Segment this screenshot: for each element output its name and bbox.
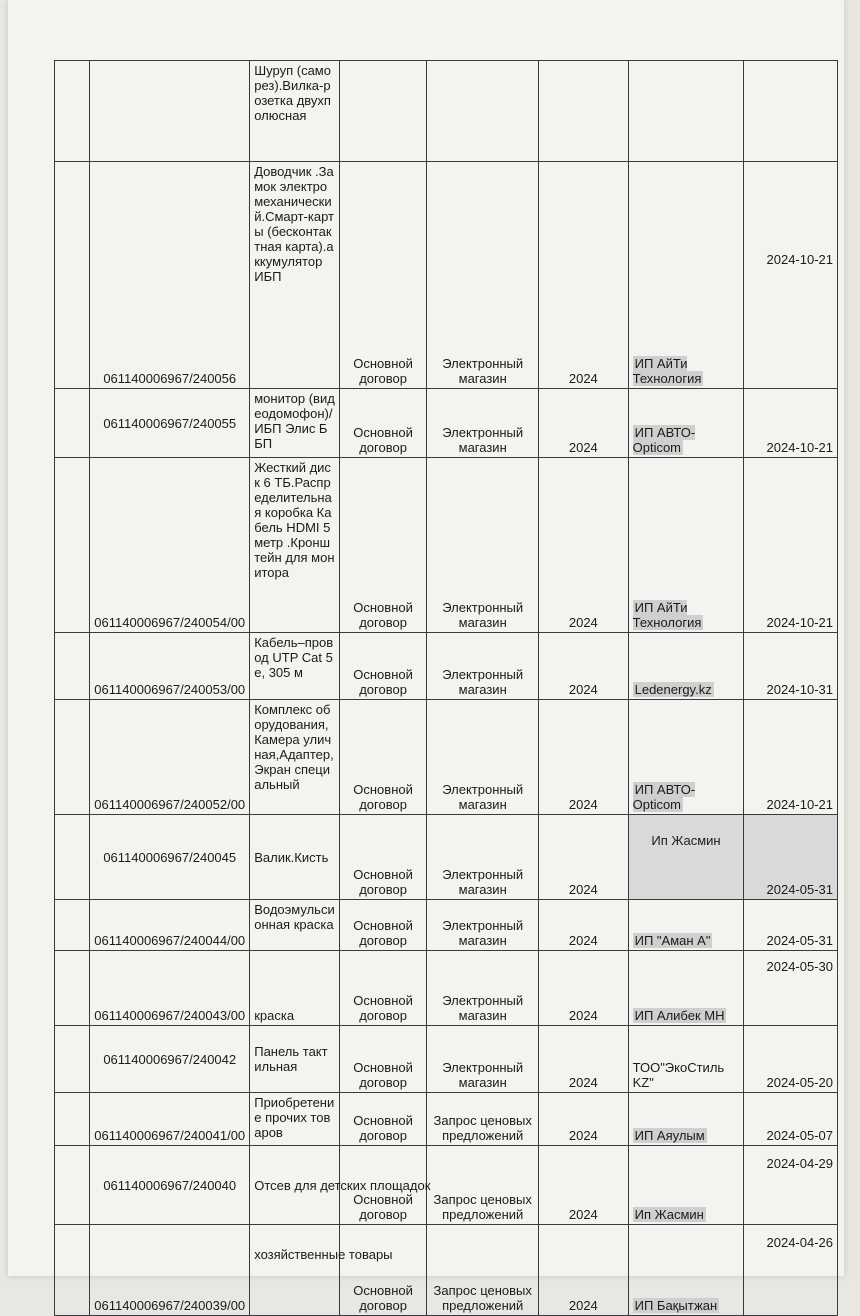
cell-year: 2024 (539, 700, 629, 815)
cell-year: 2024 (539, 815, 629, 900)
cell-number: 061140006967/240042 (90, 1026, 250, 1093)
cell-number: 061140006967/240040 (90, 1146, 250, 1225)
cell-date: 2024-04-26 (744, 1225, 838, 1316)
cell-date: 2024-10-21 (744, 162, 838, 389)
cell-name: Комплекс оборудования,Камера уличная,Адаптер,Экран специальный (250, 700, 340, 815)
cell-date: 2024-05-30 (744, 951, 838, 1026)
table-row (55, 1146, 838, 1225)
cell-method: Запрос ценовых предложений (427, 1093, 539, 1146)
cell-method: Электронный магазин (427, 900, 539, 951)
cell-name: Отсев для детских площадок (250, 1146, 340, 1225)
cell-supplier: ТОО"ЭкоСтиль KZ" (628, 1026, 744, 1093)
cell-number: 061140006967/240056 (90, 162, 250, 389)
cell-date: 2024-05-31 (744, 900, 838, 951)
cell-date: 2024-04-29 (744, 1146, 838, 1225)
cell-type: Основной договор (339, 900, 427, 951)
cell-date: 2024-10-31 (744, 633, 838, 700)
cell-supplier: ИП АВТО-Opticom (632, 782, 696, 812)
cell-date: 2024-05-07 (744, 1093, 838, 1146)
cell-method: Электронный магазин (427, 162, 539, 389)
cell-method: Запрос ценовых предложений (427, 1225, 539, 1316)
cell-supplier: ИП "Аман А" (634, 933, 711, 948)
cell-name: Кабель–провод UTP Cat 5e, 305 м (250, 633, 340, 700)
cell-name: монитор (видеодомофон)/ИБП Элис ББП (250, 389, 340, 458)
cell-name: Шуруп (саморез).Вилка-розетка двухполюсная (250, 61, 340, 162)
cell-year: 2024 (539, 951, 629, 1026)
cell-year: 2024 (539, 1146, 629, 1225)
cell-type: Основной договор (339, 951, 427, 1026)
cell-supplier: Ledenergy.kz (634, 682, 712, 697)
cell-method: Электронный магазин (427, 389, 539, 458)
cell-type: Основной договор (339, 633, 427, 700)
cell-year: 2024 (539, 1093, 629, 1146)
cell-supplier: Ип Жасмин (634, 1207, 704, 1222)
cell-name: Панель тактильная (250, 1026, 340, 1093)
cell-number: 061140006967/240055 (90, 389, 250, 458)
cell-supplier: ИП Бақытжан (634, 1298, 718, 1313)
cell-number: 061140006967/240054/00 (90, 458, 250, 633)
cell-name: Доводчик .Замок электромеханический.Смарт-карты (бесконтактная карта).аккумулятор ИБП (250, 162, 340, 389)
table-row (55, 700, 838, 815)
cell-supplier: ИП Алибек МН (634, 1008, 725, 1023)
table-row (55, 951, 838, 1026)
table-row (55, 633, 838, 700)
cell-date: 2024-10-21 (744, 458, 838, 633)
cell-number: 061140006967/240039/00 (90, 1225, 250, 1316)
cell-year: 2024 (539, 900, 629, 951)
cell-type: Основной договор (339, 700, 427, 815)
cell-year: 2024 (539, 1026, 629, 1093)
cell-supplier: ИП АйТи Технология (632, 356, 702, 386)
cell-method: Электронный магазин (427, 951, 539, 1026)
cell-type: Основной договор (339, 815, 427, 900)
table-row (55, 162, 838, 389)
table-row (55, 61, 838, 162)
cell-year: 2024 (539, 389, 629, 458)
cell-name: хозяйственные товары (250, 1225, 340, 1316)
cell-method: Запрос ценовых предложений (427, 1146, 539, 1225)
table-row (55, 458, 838, 633)
cell-name: Жесткий диск 6 ТБ.Распределительная коробка Кабель HDMI 5 метр .Кронштейн для монитора (250, 458, 340, 633)
cell-method: Электронный магазин (427, 1026, 539, 1093)
cell-date: 2024-10-21 (744, 389, 838, 458)
cell-name: Водоэмульсионная краска (250, 900, 340, 951)
cell-type: Основной договор (339, 458, 427, 633)
table-row (55, 1225, 838, 1316)
cell-method: Электронный магазин (427, 815, 539, 900)
cell-type: Основной договор (339, 162, 427, 389)
cell-method: Электронный магазин (427, 700, 539, 815)
cell-number: 061140006967/240044/00 (90, 900, 250, 951)
cell-year: 2024 (539, 633, 629, 700)
table-row (55, 389, 838, 458)
cell-number: 061140006967/240043/00 (90, 951, 250, 1026)
cell-method: Электронный магазин (427, 458, 539, 633)
cell-name: краска (250, 951, 340, 1026)
cell-type: Основной договор (339, 389, 427, 458)
cell-type: Основной договор (339, 1093, 427, 1146)
table-row (55, 1093, 838, 1146)
cell-method: Электронный магазин (427, 633, 539, 700)
cell-type: Основной договор (339, 1225, 427, 1316)
document-page (8, 0, 844, 1313)
cell-number: 061140006967/240052/00 (90, 700, 250, 815)
cell-year: 2024 (539, 1225, 629, 1316)
table-row (55, 815, 838, 900)
cell-supplier: ИП АВТО-Opticom (632, 425, 696, 455)
cell-number: 061140006967/240053/00 (90, 633, 250, 700)
cell-date: 2024-10-21 (744, 700, 838, 815)
contracts-table (54, 60, 838, 1316)
cell-number: 061140006967/240041/00 (90, 1093, 250, 1146)
table-row (55, 1026, 838, 1093)
cell-supplier: ИП АйТи Технология (632, 600, 702, 630)
cell-name: Валик.Кисть (250, 815, 340, 900)
cell-year: 2024 (539, 162, 629, 389)
cell-year: 2024 (539, 458, 629, 633)
cell-supplier: Ип Жасмин (628, 815, 744, 900)
cell-supplier: ИП Аяулым (634, 1128, 705, 1143)
table-row (55, 900, 838, 951)
cell-date: 2024-05-20 (744, 1026, 838, 1093)
cell-name: Приобретение прочих товаров (250, 1093, 340, 1146)
cell-type: Основной договор (339, 1146, 427, 1225)
cell-number: 061140006967/240045 (90, 815, 250, 900)
cell-date: 2024-05-31 (744, 815, 838, 900)
cell-type: Основной договор (339, 1026, 427, 1093)
